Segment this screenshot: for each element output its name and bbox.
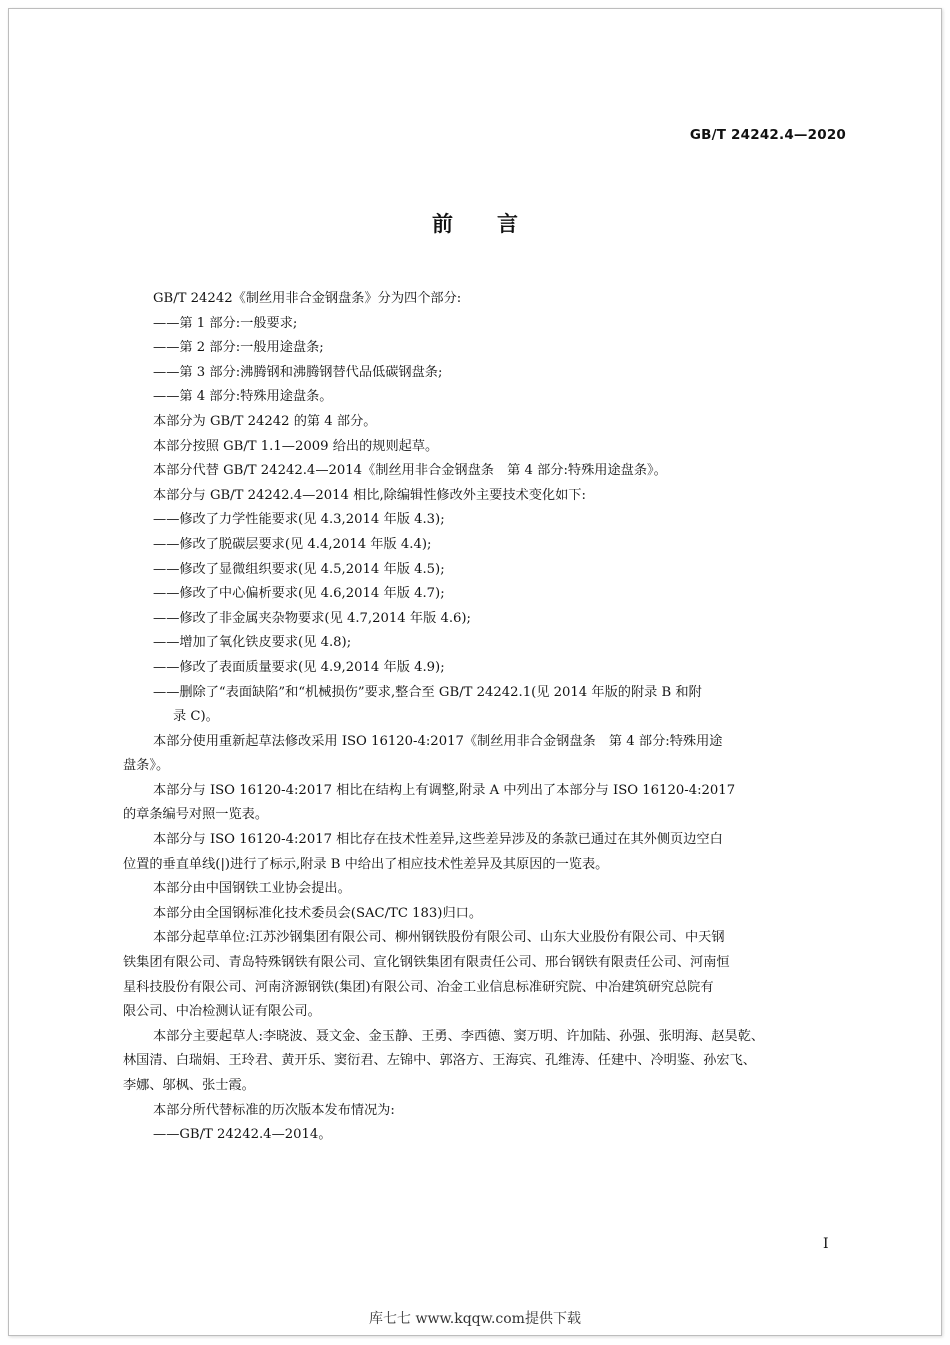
paragraph: 本部分使用重新起草法修改采用 ISO 16120-4:2017《制丝用非合金钢盘条 第 4 部分:特殊用途	[153, 733, 723, 749]
standard-code: GB/T 24242.4—2020	[689, 127, 846, 143]
list-item: ——修改了力学性能要求(见 4.3,2014 年版 4.3);	[153, 512, 445, 528]
list-item: ——修改了中心偏析要求(见 4.6,2014 年版 4.7);	[153, 586, 445, 602]
list-item: ——第 1 部分:一般要求;	[153, 315, 298, 331]
list-item: ——第 2 部分:一般用途盘条;	[153, 340, 324, 356]
paragraph-continuation: 铁集团有限公司、青岛特殊钢铁有限公司、宣化钢铁集团有限责任公司、邢台钢铁有限责任公司、河南恒	[123, 955, 730, 971]
paragraph-continuation: 的章条编号对照一览表。	[123, 807, 269, 823]
paragraph-continuation: 限公司、中冶检测认证有限公司。	[123, 1004, 321, 1020]
list-item: ——删除了“表面缺陷”和“机械损伤”要求,整合至 GB/T 24242.1(见 2014 年版的附录 B 和附	[153, 684, 702, 700]
list-item: ——第 4 部分:特殊用途盘条。	[153, 389, 333, 405]
paragraph: 本部分由全国钢标准化技术委员会(SAC/TC 183)归口。	[153, 905, 483, 921]
paragraph: 本部分与 ISO 16120-4:2017 相比存在技术性差异,这些差异涉及的条款已通过在其外侧页边空白	[153, 832, 723, 848]
list-item: ——修改了表面质量要求(见 4.9,2014 年版 4.9);	[153, 659, 445, 675]
paragraph: 本部分代替 GB/T 24242.4—2014《制丝用非合金钢盘条 第 4 部分:特殊用途盘条》。	[153, 463, 667, 479]
paragraph: 本部分起草单位:江苏沙钢集团有限公司、柳州钢铁股份有限公司、山东大业股份有限公司、中天钢	[153, 930, 725, 946]
paragraph: GB/T 24242《制丝用非合金钢盘条》分为四个部分:	[153, 291, 462, 306]
paragraph: 本部分与 ISO 16120-4:2017 相比在结构上有调整,附录 A 中列出了本部分与 ISO 16120-4:2017	[153, 782, 736, 798]
list-item-continuation: 录 C)。	[173, 709, 219, 725]
download-footer: 库七七 www.kqqw.com提供下载	[369, 1311, 581, 1327]
paragraph: 本部分由中国钢铁工业协会提出。	[153, 881, 351, 897]
list-item: ——修改了脱碳层要求(见 4.4,2014 年版 4.4);	[153, 536, 432, 552]
page-number: I	[823, 1236, 829, 1252]
paragraph: 本部分与 GB/T 24242.4—2014 相比,除编辑性修改外主要技术变化如下:	[153, 487, 586, 503]
list-item: ——修改了非金属夹杂物要求(见 4.7,2014 年版 4.6);	[153, 610, 472, 626]
paragraph-continuation: 星科技股份有限公司、河南济源钢铁(集团)有限公司、冶金工业信息标准研究院、中冶建筑研究总院有	[123, 979, 714, 995]
paragraph-continuation: 盘条》。	[123, 758, 170, 774]
paragraph: 本部分为 GB/T 24242 的第 4 部分。	[153, 413, 377, 429]
foreword-body	[123, 287, 853, 1148]
paragraph: 本部分主要起草人:李晓波、聂文金、金玉静、王勇、李西德、窦万明、许加陆、孙强、张明海、赵昊乾、	[153, 1028, 765, 1044]
paragraph: 本部分所代替标准的历次版本发布情况为:	[153, 1102, 395, 1118]
paragraph: 本部分按照 GB/T 1.1—2009 给出的规则起草。	[153, 438, 439, 454]
paragraph-continuation: 林国清、白瑞娟、王玲君、黄开乐、窦衍君、左锦中、郭洛方、王海宾、孔维涛、任建中、冷明鉴、孙宏飞、	[123, 1053, 756, 1069]
list-item: ——修改了显微组织要求(见 4.5,2014 年版 4.5);	[153, 561, 445, 577]
list-item: ——增加了氧化铁皮要求(见 4.8);	[153, 635, 352, 651]
list-item: ——GB/T 24242.4—2014。	[153, 1127, 332, 1143]
paragraph-continuation: 位置的垂直单线(|)进行了标示,附录 B 中给出了相应技术性差异及其原因的一览表。	[123, 856, 609, 872]
list-item: ——第 3 部分:沸腾钢和沸腾钢替代品低碳钢盘条;	[153, 364, 443, 380]
paragraph-continuation: 李娜、邬枫、张士霞。	[123, 1078, 255, 1093]
page-title: 前言	[432, 212, 562, 236]
